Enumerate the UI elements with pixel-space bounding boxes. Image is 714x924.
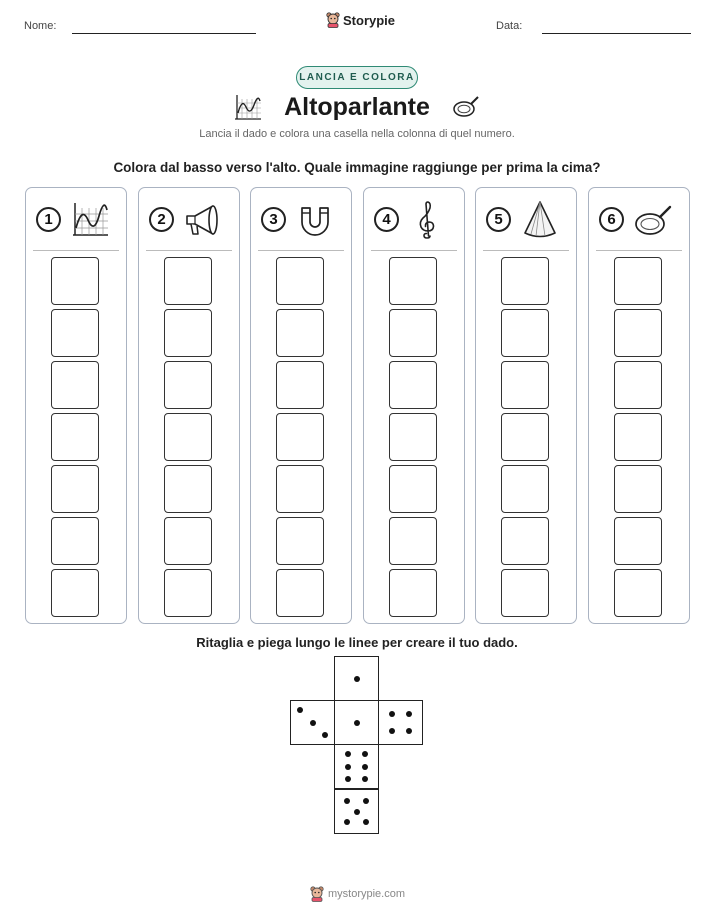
die-pip <box>389 711 395 717</box>
color-box[interactable] <box>276 569 324 617</box>
die-pip <box>363 798 369 804</box>
color-box[interactable] <box>501 309 549 357</box>
color-box[interactable] <box>276 361 324 409</box>
pan-icon <box>633 200 673 240</box>
die-pip <box>354 676 360 682</box>
color-box[interactable] <box>51 413 99 461</box>
die-face-4 <box>378 700 423 745</box>
die-pip <box>345 751 351 757</box>
color-box[interactable] <box>51 257 99 305</box>
footer-url: mystorypie.com <box>328 888 406 900</box>
die-pip <box>297 707 303 713</box>
column-header <box>26 188 126 250</box>
treble-clef-icon <box>408 200 448 240</box>
color-box[interactable] <box>51 569 99 617</box>
die-pip <box>406 711 412 717</box>
color-box[interactable] <box>276 465 324 513</box>
color-box[interactable] <box>51 309 99 357</box>
pan-icon <box>452 94 480 120</box>
cone-icon <box>520 200 560 240</box>
die-pip <box>362 776 368 782</box>
footer <box>310 886 405 902</box>
color-box[interactable] <box>614 465 662 513</box>
column-divider <box>371 250 457 251</box>
color-box[interactable] <box>389 309 437 357</box>
column-header <box>251 188 351 250</box>
color-box[interactable] <box>614 257 662 305</box>
die-pip <box>344 798 350 804</box>
die-face-5 <box>334 789 379 834</box>
column-2 <box>138 187 240 624</box>
die-pip <box>406 728 412 734</box>
die-face-1 <box>334 700 379 745</box>
color-box[interactable] <box>164 361 212 409</box>
color-box[interactable] <box>501 569 549 617</box>
column-1 <box>25 187 127 624</box>
bear-logo-icon <box>326 12 340 28</box>
color-box[interactable] <box>276 257 324 305</box>
logo-text: Storypie <box>343 12 396 28</box>
color-box[interactable] <box>276 413 324 461</box>
magnet-icon <box>295 200 335 240</box>
activity-badge: LANCIA E COLORA <box>296 66 418 89</box>
color-box[interactable] <box>389 569 437 617</box>
color-box[interactable] <box>389 257 437 305</box>
column-number: 5 <box>486 207 511 232</box>
column-4 <box>363 187 465 624</box>
die-pip <box>345 776 351 782</box>
column-5 <box>475 187 577 624</box>
color-box[interactable] <box>501 361 549 409</box>
die-pip <box>362 751 368 757</box>
color-box[interactable] <box>276 309 324 357</box>
column-divider <box>483 250 569 251</box>
column-divider <box>33 250 119 251</box>
bear-logo-icon <box>310 886 324 902</box>
column-number: 6 <box>599 207 624 232</box>
color-box[interactable] <box>614 361 662 409</box>
name-line <box>72 33 256 34</box>
subtitle: Lancia il dado e colora una casella nella colonna di quel numero. <box>199 128 515 140</box>
color-box[interactable] <box>164 465 212 513</box>
color-box[interactable] <box>51 465 99 513</box>
color-box[interactable] <box>614 309 662 357</box>
color-box[interactable] <box>501 413 549 461</box>
column-number: 1 <box>36 207 61 232</box>
column-header <box>589 188 689 250</box>
column-number: 4 <box>374 207 399 232</box>
storypie-logo <box>326 12 395 28</box>
color-box[interactable] <box>389 465 437 513</box>
column-divider <box>146 250 232 251</box>
page-title: Altoparlante <box>284 93 430 121</box>
die-pip <box>344 819 350 825</box>
date-label: Data: <box>496 20 523 32</box>
column-divider <box>258 250 344 251</box>
die-face-6 <box>334 744 379 789</box>
color-box[interactable] <box>164 257 212 305</box>
column-number: 2 <box>149 207 174 232</box>
die-pip <box>345 764 351 770</box>
color-box[interactable] <box>164 569 212 617</box>
color-box[interactable] <box>51 361 99 409</box>
color-box[interactable] <box>501 517 549 565</box>
megaphone-icon <box>183 200 223 240</box>
color-box[interactable] <box>389 361 437 409</box>
column-header <box>476 188 576 250</box>
color-box[interactable] <box>164 309 212 357</box>
instruction-text: Colora dal basso verso l'alto. Quale immagine raggiunge per prima la cima? <box>113 160 601 175</box>
color-box[interactable] <box>501 465 549 513</box>
die-pip <box>310 720 316 726</box>
color-box[interactable] <box>164 517 212 565</box>
die-pip <box>363 819 369 825</box>
color-box[interactable] <box>389 517 437 565</box>
column-number: 3 <box>261 207 286 232</box>
die-pip <box>354 720 360 726</box>
color-box[interactable] <box>51 517 99 565</box>
color-box[interactable] <box>164 413 212 461</box>
die-face-1 <box>334 656 379 701</box>
date-line <box>542 33 691 34</box>
column-6 <box>588 187 690 624</box>
color-box[interactable] <box>389 413 437 461</box>
color-box[interactable] <box>614 413 662 461</box>
color-box[interactable] <box>614 517 662 565</box>
column-header <box>139 188 239 250</box>
die-pip <box>322 732 328 738</box>
die-face-3 <box>290 700 335 745</box>
color-box[interactable] <box>501 257 549 305</box>
color-box[interactable] <box>614 569 662 617</box>
name-label: Nome: <box>24 20 57 32</box>
column-3 <box>250 187 352 624</box>
column-header <box>364 188 464 250</box>
cut-instruction: Ritaglia e piega lungo le linee per creare il tuo dado. <box>196 635 518 650</box>
color-box[interactable] <box>276 517 324 565</box>
chart-icon <box>70 200 110 240</box>
die-pip <box>389 728 395 734</box>
die-pip <box>362 764 368 770</box>
die-pip <box>354 809 360 815</box>
column-divider <box>596 250 682 251</box>
